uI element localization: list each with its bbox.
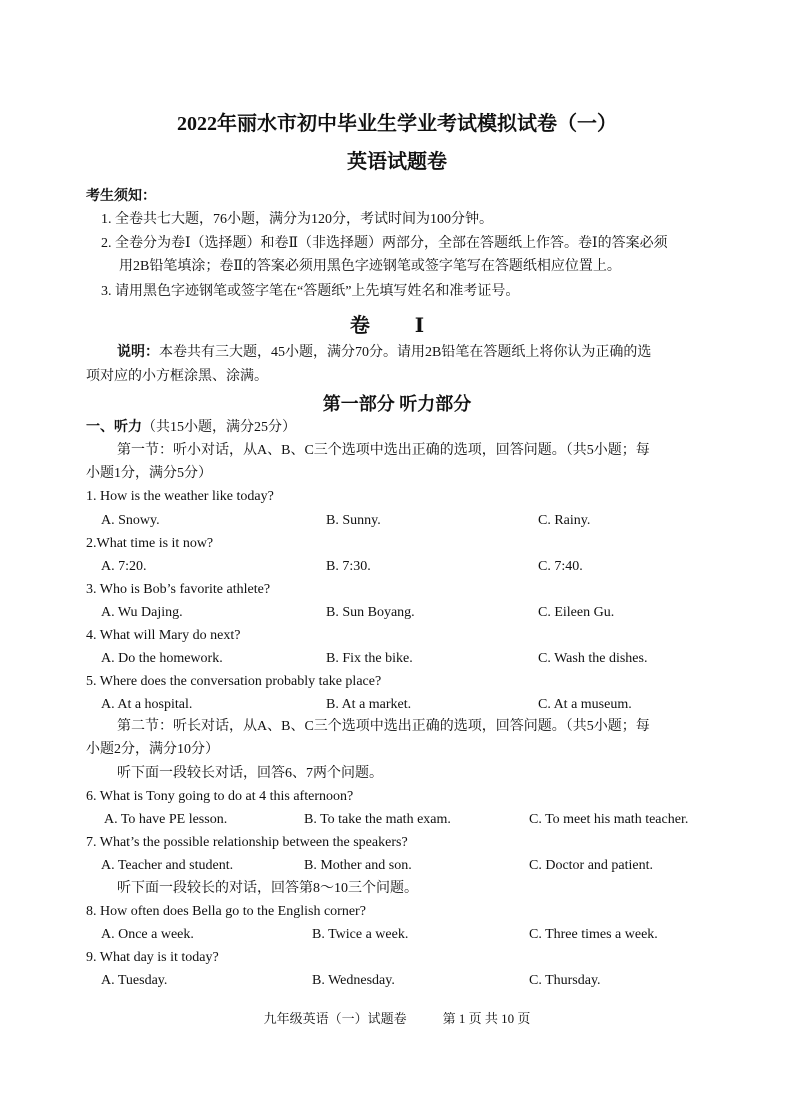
notice-item-3: 3. 请用黑色字迹钢笔或签字笔在“答题纸”上先填写姓名和准考证号。 — [101, 284, 520, 299]
q3-option-b: B. Sun Boyang. — [326, 605, 415, 620]
q9-option-b: B. Wednesday. — [312, 973, 395, 988]
q3-option-a: A. Wu Dajing. — [101, 605, 183, 620]
question-5: 5. Where does the conversation probably take place? — [86, 674, 382, 689]
q9-option-a: A. Tuesday. — [101, 973, 168, 988]
volume-title: 卷 Ⅰ — [349, 315, 445, 337]
q4-option-c: C. Wash the dishes. — [538, 651, 648, 666]
q3-option-c: C. Eileen Gu. — [538, 605, 615, 620]
notice-item-2: 2. 全卷分为卷Ⅰ（选择题）和卷Ⅱ（非选择题）两部分，全部在答题纸上作答。卷Ⅰ的答案必须 — [101, 236, 668, 251]
exam-subtitle: 英语试题卷 — [347, 151, 447, 173]
question-3: 3. Who is Bob’s favorite athlete? — [86, 582, 271, 597]
q2-option-c: C. 7:40. — [538, 559, 583, 574]
q1-option-b: B. Sunny. — [326, 513, 381, 528]
question-7: 7. What’s the possible relationship between the speakers? — [86, 835, 408, 850]
q9-option-c: C. Thursday. — [529, 973, 601, 988]
question-1: 1. How is the weather like today? — [86, 489, 274, 504]
q1-option-c: C. Rainy. — [538, 513, 591, 528]
listening-section-label: 一、听力 — [86, 420, 142, 435]
part1-title: 第一部分 听力部分 — [322, 394, 472, 414]
q5-option-b: B. At a market. — [326, 697, 412, 712]
listening-section-heading — [86, 419, 296, 437]
q4-option-a: A. Do the homework. — [101, 651, 223, 666]
question-9: 9. What day is it today? — [86, 950, 219, 965]
volume-desc-label: 说明： — [117, 345, 159, 360]
q8-option-a: A. Once a week. — [101, 927, 194, 942]
footer-page-number: 第 1 页 共 10 页 — [442, 1011, 531, 1026]
notice-item-1: 1. 全卷共七大题，76小题，满分为120分，考试时间为100分钟。 — [101, 212, 493, 227]
q2-option-a: A. 7:20. — [101, 559, 147, 574]
q2-option-b: B. 7:30. — [326, 559, 371, 574]
q1-option-a: A. Snowy. — [101, 513, 160, 528]
sub2-instructions-line2: 小题2分，满分10分） — [86, 742, 219, 757]
volume-desc-line1 — [117, 344, 651, 362]
question-8: 8. How often does Bella go to the English corner? — [86, 904, 366, 919]
q6-option-a: A. To have PE lesson. — [104, 812, 228, 827]
q8-option-c: C. Three times a week. — [529, 927, 658, 942]
page-footer — [0, 1010, 794, 1028]
q5-option-a: A. At a hospital. — [101, 697, 193, 712]
question-2: 2.What time is it now? — [86, 536, 214, 551]
volume-desc-line2: 项对应的小方框涂黑、涂满。 — [86, 369, 268, 384]
question-6: 6. What is Tony going to do at 4 this afternoon? — [86, 789, 354, 804]
q6-option-b: B. To take the math exam. — [304, 812, 451, 827]
q4-option-b: B. Fix the bike. — [326, 651, 413, 666]
q8-option-b: B. Twice a week. — [312, 927, 409, 942]
q5-option-c: C. At a museum. — [538, 697, 632, 712]
question-4: 4. What will Mary do next? — [86, 628, 241, 643]
q7-option-a: A. Teacher and student. — [101, 858, 234, 873]
sub1-instructions-line1: 第一节：听小对话，从A、B、C三个选项中选出正确的选项，回答问题。（共5小题；每 — [117, 443, 650, 458]
footer-exam-name: 九年级英语（一）试题卷 — [263, 1011, 407, 1026]
volume-desc-text: 本卷共有三大题，45小题，满分70分。请用2B铅笔在答题纸上将你认为正确的选 — [159, 345, 652, 360]
q7-option-c: C. Doctor and patient. — [529, 858, 654, 873]
sub1-instructions-line2: 小题1分，满分5分） — [86, 466, 212, 481]
dialogue-instruction-1: 听下面一段较长对话，回答6、7两个问题。 — [117, 766, 383, 781]
listening-section-info: （共15小题，满分25分） — [142, 420, 296, 435]
notice-item-2-cont: 用2B铅笔填涂；卷Ⅱ的答案必须用黑色字迹钢笔或签字笔写在答题纸相应位置上。 — [119, 259, 621, 274]
q6-option-c: C. To meet his math teacher. — [529, 812, 689, 827]
dialogue-instruction-2: 听下面一段较长的对话，回答第8～10三个问题。 — [117, 881, 418, 896]
q7-option-b: B. Mother and son. — [304, 858, 412, 873]
exam-title: 2022年丽水市初中毕业生学业考试模拟试卷（一） — [177, 113, 617, 135]
notice-heading: 考生须知： — [86, 189, 156, 204]
sub2-instructions-line1: 第二节：听长对话，从A、B、C三个选项中选出正确的选项，回答问题。（共5小题；每 — [117, 719, 650, 734]
